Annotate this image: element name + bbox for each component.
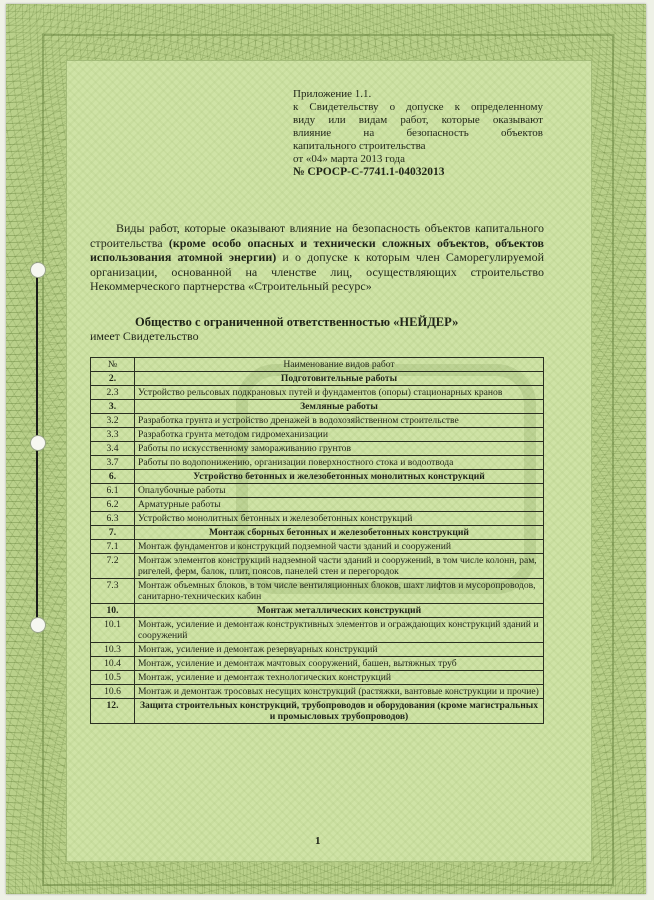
table-row xyxy=(91,618,544,643)
row-title: Монтаж, усиление и демонтаж резервуарных конструкций xyxy=(135,643,544,657)
table-row xyxy=(91,428,544,442)
row-title: Устройство бетонных и железобетонных монолитных конструкций xyxy=(135,470,544,484)
table-section-row xyxy=(91,526,544,540)
annex-block xyxy=(293,88,543,179)
row-number: 6.2 xyxy=(91,498,135,512)
table-header-row xyxy=(91,358,544,372)
row-title: Арматурные работы xyxy=(135,498,544,512)
table-row xyxy=(91,456,544,470)
has-certificate-text: имеет Свидетельство xyxy=(90,329,199,343)
row-title: Монтаж объемных блоков, в том числе вентиляционных блоков, шахт лифтов и мусоропроводов, санитарно-технических кабин xyxy=(135,579,544,604)
row-number: 7.2 xyxy=(91,554,135,579)
table-row xyxy=(91,554,544,579)
annex-line: виду или видам работ, которые оказывают xyxy=(293,114,543,126)
row-title: Монтаж сборных бетонных и железобетонных конструкций xyxy=(135,526,544,540)
intro-paragraph xyxy=(90,221,544,294)
binding-hole-bottom xyxy=(30,617,46,633)
table-section-row xyxy=(91,470,544,484)
table-row xyxy=(91,657,544,671)
annex-line: влияние на безопасность объектов xyxy=(293,127,543,139)
row-title: Работы по искусственному замораживанию грунтов xyxy=(135,442,544,456)
row-number: 10.6 xyxy=(91,685,135,699)
row-number: 10. xyxy=(91,604,135,618)
row-number: 2. xyxy=(91,372,135,386)
table-row xyxy=(91,414,544,428)
table-section-row xyxy=(91,400,544,414)
row-title: Подготовительные работы xyxy=(135,372,544,386)
organization-name: Общество с ограниченной ответственностью «НЕЙДЕР» xyxy=(135,315,459,329)
row-number: 3.4 xyxy=(91,442,135,456)
row-number: 10.1 xyxy=(91,618,135,643)
row-title: Монтаж и демонтаж тросовых несущих конструкций (растяжки, вантовые конструкции и прочие) xyxy=(135,685,544,699)
row-title: Устройство рельсовых подкрановых путей и фундаментов (опоры) стационарных кранов xyxy=(135,386,544,400)
row-number: 6.1 xyxy=(91,484,135,498)
row-number: 10.5 xyxy=(91,671,135,685)
annex-line: к Свидетельству о допуске к определенному xyxy=(293,101,543,113)
intro-text: Виды работ, которые оказывают влияние на безопасность объектов капитального строительства xyxy=(90,221,544,250)
intro-text: и о допуске к которым член Саморегулируемой организации, основанной на членстве лиц, осуществляющих строительство Некоммерческого партнерства «Строительный ресурс» xyxy=(90,250,545,293)
row-number: 2.3 xyxy=(91,386,135,400)
row-number: 7. xyxy=(91,526,135,540)
annex-line: капитального строительства xyxy=(293,140,426,152)
header-title: Наименование видов работ xyxy=(135,358,544,372)
row-number: 3.3 xyxy=(91,428,135,442)
row-number: 7.3 xyxy=(91,579,135,604)
row-number: 10.4 xyxy=(91,657,135,671)
binding-hole-top xyxy=(30,262,46,278)
page-number: 1 xyxy=(315,835,321,847)
row-title: Монтаж, усиление и демонтаж мачтовых сооружений, башен, вытяжных труб xyxy=(135,657,544,671)
table-section-row xyxy=(91,699,544,724)
row-title: Защита строительных конструкций, трубопроводов и оборудования (кроме магистральных и промысловых трубопроводов) xyxy=(135,699,544,724)
row-title: Монтаж фундаментов и конструкций подземной части зданий и сооружений xyxy=(135,540,544,554)
table-row xyxy=(91,512,544,526)
row-number: 12. xyxy=(91,699,135,724)
works-table xyxy=(90,357,544,724)
row-number: 10.3 xyxy=(91,643,135,657)
binding-hole-middle xyxy=(30,435,46,451)
row-number: 7.1 xyxy=(91,540,135,554)
row-title: Земляные работы xyxy=(135,400,544,414)
table-row xyxy=(91,386,544,400)
annex-title: Приложение 1.1. xyxy=(293,88,372,100)
row-title: Разработка грунта и устройство дренажей в водохозяйственном строительстве xyxy=(135,414,544,428)
row-title: Монтаж металлических конструкций xyxy=(135,604,544,618)
annex-number: № СРОСР-С-7741.1-04032013 xyxy=(293,166,445,178)
row-title: Опалубочные работы xyxy=(135,484,544,498)
row-title: Разработка грунта методом гидромеханизации xyxy=(135,428,544,442)
table-row xyxy=(91,685,544,699)
row-title: Монтаж элементов конструкций надземной части зданий и сооружений, в том числе колонн, рам, ригелей, ферм, балок, плит, поясов, панелей стен и перегородок xyxy=(135,554,544,579)
table-row xyxy=(91,540,544,554)
row-number: 3.2 xyxy=(91,414,135,428)
row-title: Монтаж, усиление и демонтаж конструктивных элементов и ограждающих конструкций зданий и сооружений xyxy=(135,618,544,643)
table-row xyxy=(91,643,544,657)
row-title: Работы по водопонижению, организации поверхностного стока и водоотвода xyxy=(135,456,544,470)
header-number: № xyxy=(91,358,135,372)
annex-date: от «04» марта 2013 года xyxy=(293,153,406,165)
row-title: Монтаж, усиление и демонтаж технологических конструкций xyxy=(135,671,544,685)
table-row xyxy=(91,579,544,604)
row-number: 6.3 xyxy=(91,512,135,526)
table-row xyxy=(91,442,544,456)
intro-bold-text: (кроме особо опасных и технически сложных объектов, объектов использования атомной энергии) xyxy=(90,235,545,264)
table-section-row xyxy=(91,604,544,618)
table-section-row xyxy=(91,372,544,386)
table-row xyxy=(91,498,544,512)
table-row xyxy=(91,484,544,498)
row-number: 6. xyxy=(91,470,135,484)
row-title: Устройство монолитных бетонных и железобетонных конструкций xyxy=(135,512,544,526)
table-row xyxy=(91,671,544,685)
row-number: 3. xyxy=(91,400,135,414)
row-number: 3.7 xyxy=(91,456,135,470)
